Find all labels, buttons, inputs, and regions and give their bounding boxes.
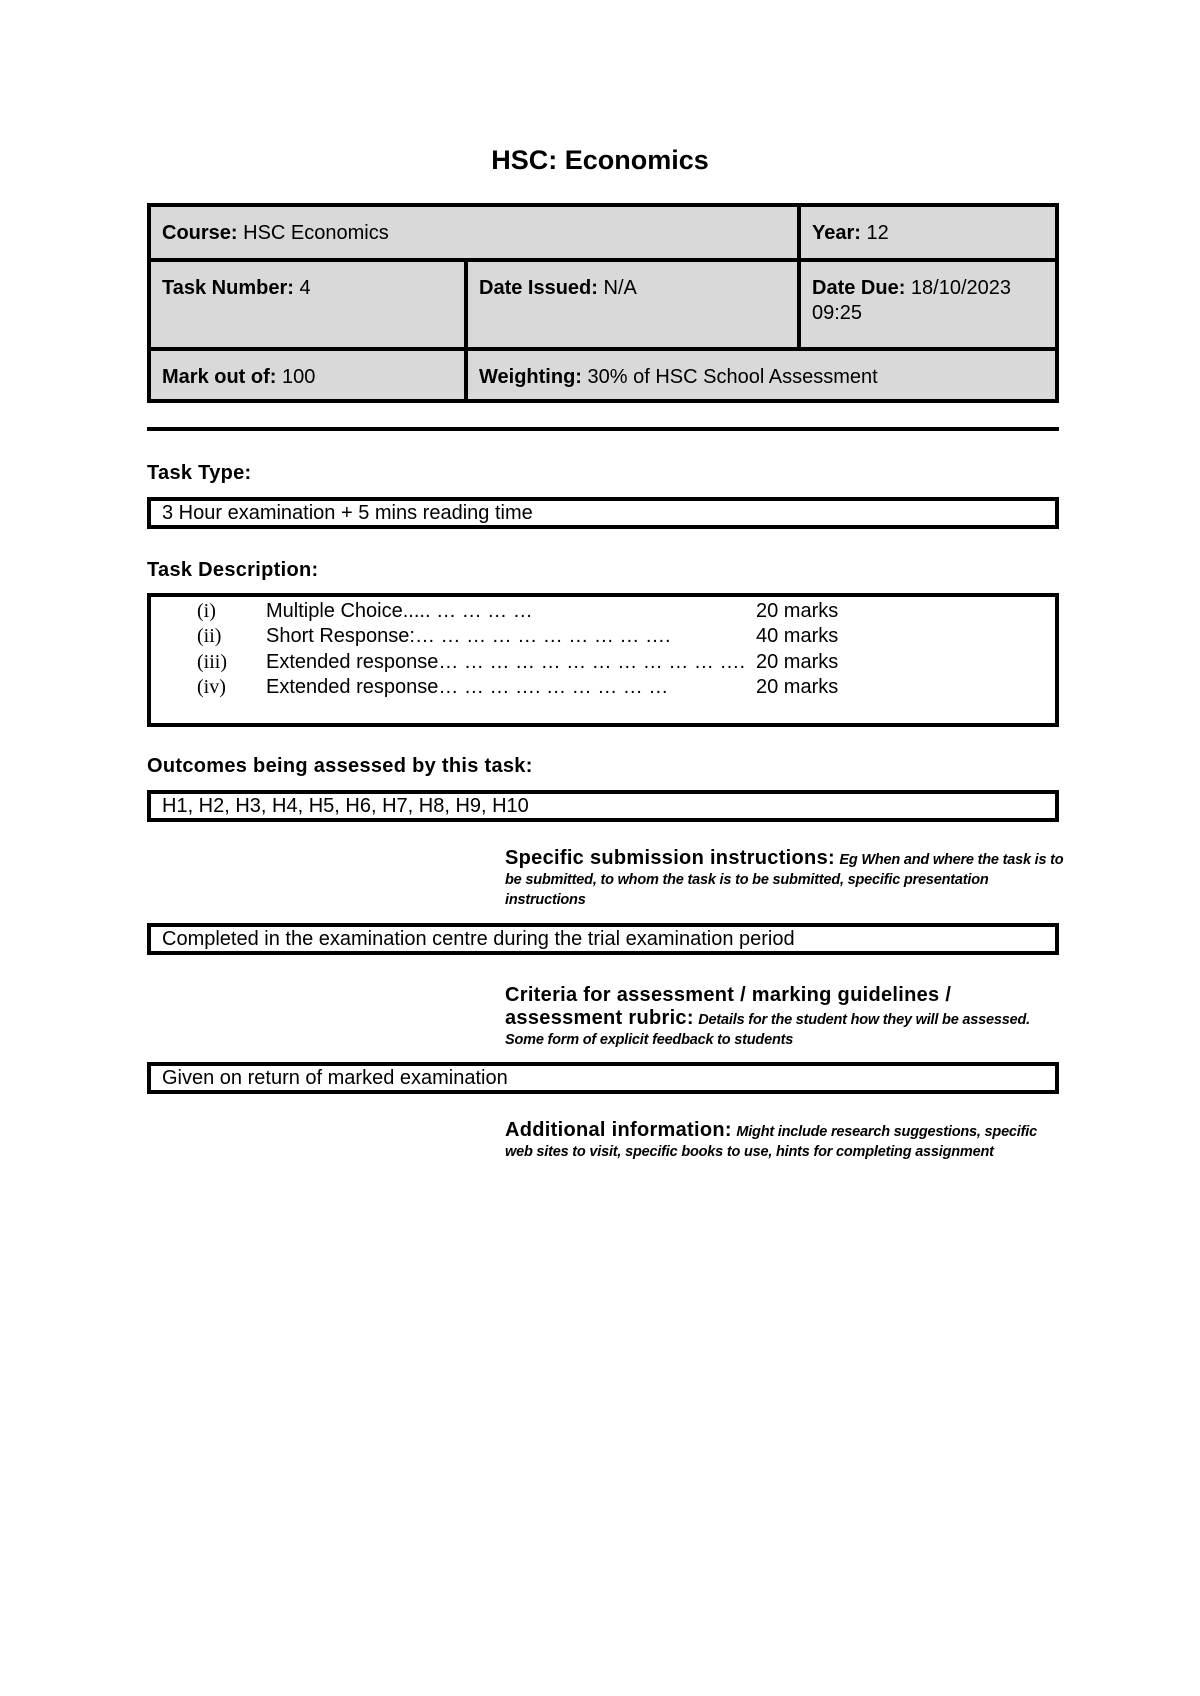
mark-label: Mark out of: bbox=[162, 366, 277, 388]
list-item bbox=[197, 650, 227, 675]
item-marks: 20 marks bbox=[756, 676, 839, 698]
year-value: 12 bbox=[866, 222, 889, 244]
criteria-heading-2: assessment rubric: bbox=[505, 1007, 694, 1029]
page-title: HSC: Economics bbox=[491, 145, 709, 175]
date-issued-cell bbox=[468, 262, 797, 347]
list-item bbox=[197, 624, 221, 649]
submission-heading: Specific submission instructions: bbox=[505, 847, 835, 869]
item-text: Multiple Choice..... … … … … bbox=[266, 600, 533, 622]
submission-hint: Eg When and where the task is to be submitted, to whom the task is to be submitted, specific presentation instructions bbox=[505, 852, 1064, 908]
year-cell bbox=[801, 207, 1055, 258]
criteria-hint: Details for the student how they will be assessed. Some form of explicit feedback to students bbox=[505, 1012, 1030, 1048]
task-type-label: Task Type: bbox=[147, 462, 252, 484]
section-divider bbox=[147, 427, 1059, 431]
item-numeral: (iii) bbox=[197, 651, 227, 673]
outcomes-box bbox=[147, 790, 1059, 822]
date-due-cell bbox=[801, 262, 1055, 347]
item-text: Extended response… … … … … … … … … … … …. bbox=[266, 651, 746, 673]
list-item bbox=[197, 675, 226, 700]
criteria-box bbox=[147, 1062, 1059, 1094]
item-marks: 20 marks bbox=[756, 651, 839, 673]
task-info-table bbox=[147, 203, 1059, 403]
item-marks: 20 marks bbox=[756, 600, 839, 622]
task-number-value: 4 bbox=[299, 277, 311, 299]
date-issued-label: Date Issued: bbox=[479, 277, 598, 299]
weighting-cell bbox=[468, 351, 1055, 403]
submission-box bbox=[147, 923, 1059, 955]
course-label: Course: bbox=[162, 222, 238, 244]
weighting-value: 30% of HSC School Assessment bbox=[587, 366, 878, 388]
mark-value: 100 bbox=[282, 366, 316, 388]
date-due-time: 09:25 bbox=[812, 302, 863, 324]
task-description-label: Task Description: bbox=[147, 559, 319, 581]
criteria-value: Given on return of marked examination bbox=[162, 1067, 508, 1089]
year-label: Year: bbox=[812, 222, 861, 244]
additional-heading: Additional information: bbox=[505, 1119, 732, 1141]
criteria-instructions bbox=[505, 982, 1065, 1050]
item-text: Extended response… … … …. … … … … … bbox=[266, 676, 669, 698]
task-number-cell bbox=[151, 262, 464, 347]
date-due-value: 18/10/2023 bbox=[910, 277, 1012, 299]
task-description-box bbox=[147, 593, 1059, 727]
item-numeral: (ii) bbox=[197, 625, 222, 647]
date-issued-value: N/A bbox=[603, 277, 637, 299]
item-text: Short Response:… … … … … … … … … …. bbox=[266, 625, 671, 647]
list-item bbox=[197, 599, 216, 624]
item-marks: 40 marks bbox=[756, 625, 839, 647]
task-type-box bbox=[147, 497, 1059, 529]
outcomes-value: H1, H2, H3, H4, H5, H6, H7, H8, H9, H10 bbox=[162, 795, 529, 817]
submission-value: Completed in the examination centre during the trial examination period bbox=[162, 928, 795, 950]
date-due-label: Date Due: bbox=[812, 277, 906, 299]
criteria-heading: Criteria for assessment / marking guidelines / bbox=[505, 984, 952, 1006]
additional-hint: Might include research suggestions, specific web sites to visit, specific books to use, hints for completing assignment bbox=[505, 1124, 1037, 1160]
weighting-label: Weighting: bbox=[479, 366, 582, 388]
course-cell bbox=[151, 207, 797, 258]
submission-instructions bbox=[505, 849, 1065, 910]
task-number-label: Task Number: bbox=[162, 277, 294, 299]
mark-cell bbox=[151, 351, 464, 403]
outcomes-label: Outcomes being assessed by this task: bbox=[147, 755, 533, 777]
task-type-value: 3 Hour examination + 5 mins reading time bbox=[162, 502, 533, 524]
item-numeral: (iv) bbox=[197, 676, 226, 698]
additional-information bbox=[505, 1121, 1065, 1162]
item-numeral: (i) bbox=[197, 600, 216, 622]
course-value: HSC Economics bbox=[243, 222, 389, 244]
